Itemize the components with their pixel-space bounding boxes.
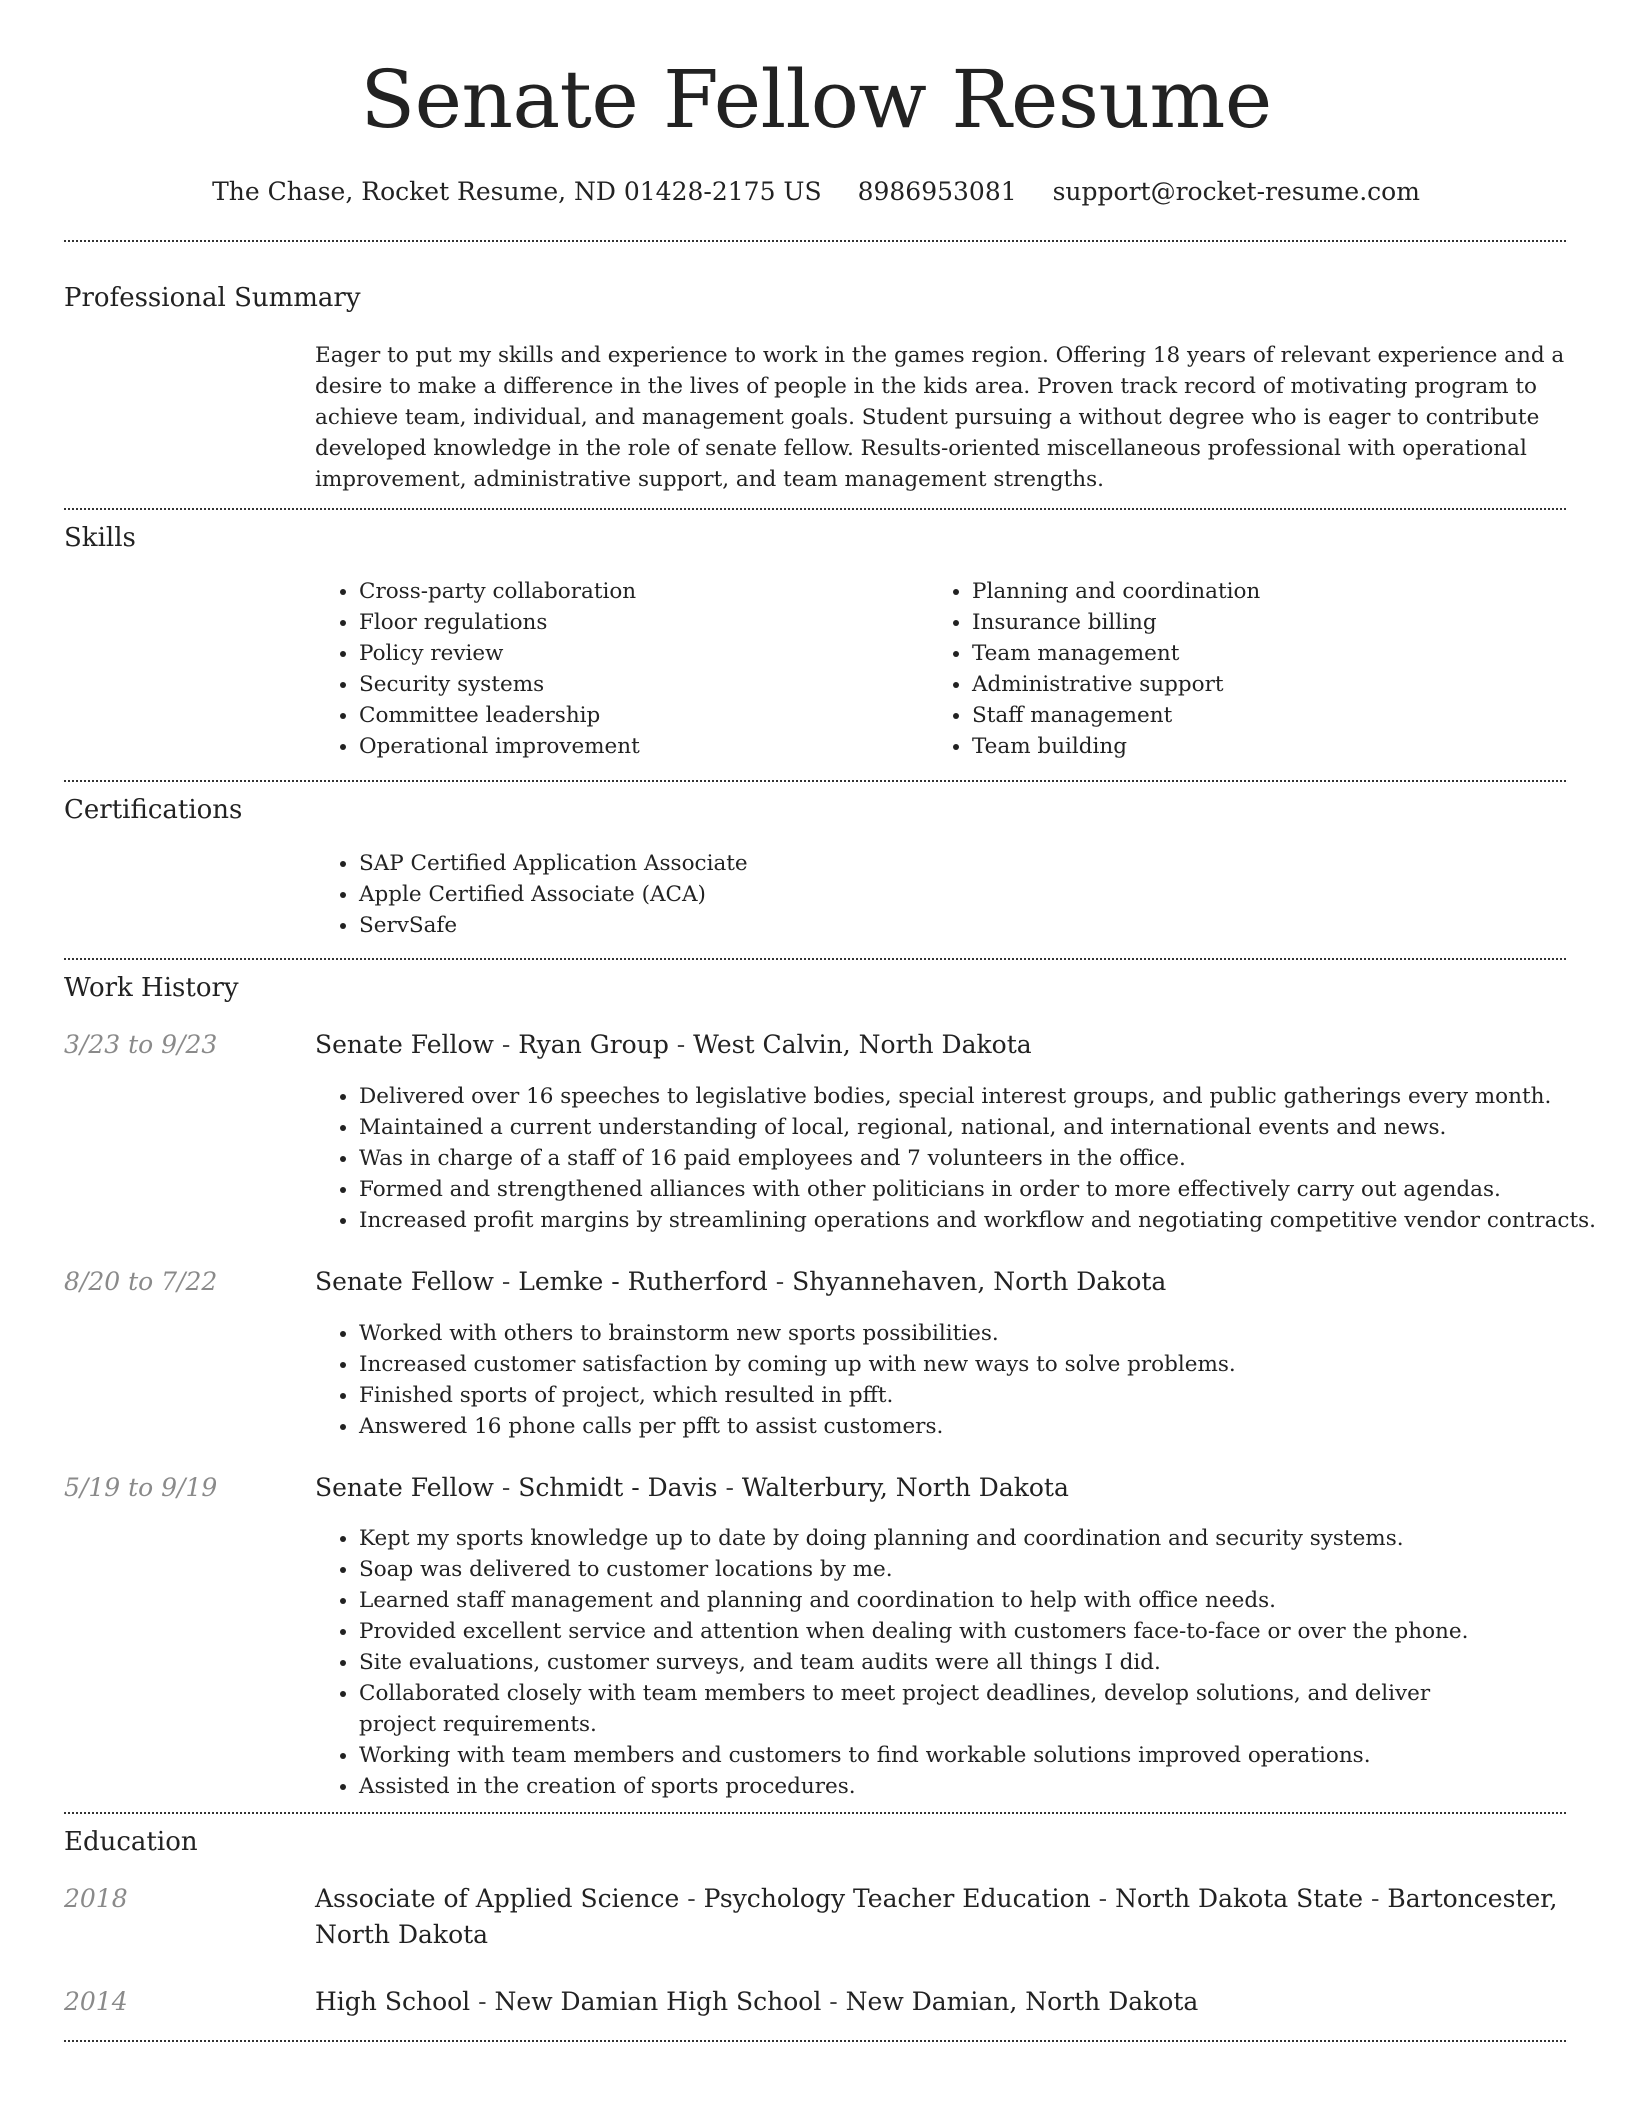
list-item: • Staff management	[972, 700, 1572, 731]
list-item: • Increased customer satisfaction by coming up with new ways to solve problems.	[359, 1349, 1609, 1380]
education-school: New Damian High School	[494, 1987, 822, 2016]
certifications-list	[315, 848, 1559, 941]
contact-phone: 8986953081	[857, 177, 1017, 206]
divider	[64, 1812, 1566, 1814]
list-item: • Increased profit margins by streamlining operations and workflow and negotiating competitive vendor contracts.	[359, 1205, 1609, 1236]
contact-address: The Chase, Rocket Resume, ND 01428-2175 US	[212, 177, 822, 206]
divider	[64, 780, 1566, 782]
education-year: 2018	[64, 1884, 128, 1913]
job-heading: Senate Fellow - Lemke - Rutherford - Shyannehaven, North Dakota	[315, 1267, 1167, 1296]
list-item: • Security systems	[359, 669, 919, 700]
education-year: 2014	[64, 1987, 128, 2016]
section-title-education: Education	[64, 1827, 198, 1857]
education-degree: High School	[315, 1987, 471, 2016]
list-item: • Working with team members and customers to find workable solutions improved operations.	[359, 1740, 1499, 1771]
job-company: Lemke - Rutherford	[518, 1267, 768, 1296]
resume-header	[0, 0, 1632, 208]
list-item: • Site evaluations, customer surveys, and team audits were all things I did.	[359, 1647, 1499, 1678]
resume-name: Senate Fellow Resume	[360, 53, 1272, 146]
skills-list-right	[928, 576, 1572, 762]
list-item: • Committee leadership	[359, 700, 919, 731]
skills-list-left	[315, 576, 919, 762]
job-heading: Senate Fellow - Schmidt - Davis - Walterbury, North Dakota	[315, 1473, 1069, 1502]
list-item: • Finished sports of project, which resulted in pfft.	[359, 1380, 1609, 1411]
job-bullets	[315, 1523, 1499, 1802]
list-item: • Policy review	[359, 638, 919, 669]
job-location: Shyannehaven, North Dakota	[792, 1267, 1167, 1296]
job-bullets	[315, 1318, 1609, 1442]
job-dates: 3/23 to 9/23	[64, 1030, 218, 1059]
education-school: North Dakota State	[1115, 1884, 1364, 1913]
summary-text: Eager to put my skills and experience to work in the games region. Offering 18 years of relevant experience and a desire to make a difference in the lives of people in the kids area. Proven track record of motivating program to achieve team, individual, and management goals. Student pursuing a without degree who is eager to contribute developed knowledge in the role of senate fellow. Results-oriented miscellaneous professional with operational improvement, administrative support, and team management strengths.	[315, 343, 1565, 492]
list-item: • Maintained a current understanding of local, regional, national, and international events and news.	[359, 1112, 1609, 1143]
job-bullets	[315, 1081, 1609, 1236]
list-item: • Formed and strengthened alliances with other politicians in order to more effectively carry out agendas.	[359, 1174, 1609, 1205]
list-item: • Cross-party collaboration	[359, 576, 919, 607]
job-company: Schmidt - Davis	[518, 1473, 718, 1502]
list-item: • Administrative support	[972, 669, 1572, 700]
divider	[64, 958, 1566, 960]
list-item: • Team management	[972, 638, 1572, 669]
job-title: Senate Fellow	[315, 1267, 494, 1296]
list-item: • Floor regulations	[359, 607, 919, 638]
list-item: • Answered 16 phone calls per pfft to assist customers.	[359, 1411, 1609, 1442]
job-dates: 8/20 to 7/22	[64, 1267, 218, 1296]
job-title: Senate Fellow	[315, 1030, 494, 1059]
contact-line	[0, 176, 1632, 208]
section-title-work-history: Work History	[64, 973, 239, 1003]
list-item: • Collaborated closely with team members to meet project deadlines, develop solutions, and deliver project requirements.	[359, 1678, 1499, 1740]
list-item: • Team building	[972, 731, 1572, 762]
list-item: • Operational improvement	[359, 731, 919, 762]
job-title: Senate Fellow	[315, 1473, 494, 1502]
list-item: • Worked with others to brainstorm new sports possibilities.	[359, 1318, 1609, 1349]
job-company: Ryan Group	[518, 1030, 669, 1059]
education-heading: High School - New Damian High School - New Damian, North Dakota	[315, 1987, 1199, 2016]
divider	[64, 508, 1566, 510]
list-item: • SAP Certified Application Associate	[359, 848, 1559, 879]
education-degree: Associate of Applied Science	[315, 1884, 680, 1913]
list-item: • Learned staff management and planning and coordination to help with office needs.	[359, 1585, 1499, 1616]
list-item: • Provided excellent service and attention when dealing with customers face-to-face or over the phone.	[359, 1616, 1499, 1647]
job-location: West Calvin, North Dakota	[693, 1030, 1032, 1059]
education-heading: Associate of Applied Science - Psychology Teacher Education - North Dakota State - Bartoncester, North Dakota	[315, 1884, 1558, 1949]
list-item: • Insurance billing	[972, 607, 1572, 638]
job-heading: Senate Fellow - Ryan Group - West Calvin, North Dakota	[315, 1030, 1032, 1059]
list-item: • Assisted in the creation of sports procedures.	[359, 1771, 1499, 1802]
job-dates: 5/19 to 9/19	[64, 1473, 218, 1502]
divider	[64, 2040, 1566, 2042]
education-field: Psychology Teacher Education	[703, 1884, 1091, 1913]
divider	[64, 240, 1566, 242]
list-item: • Apple Certified Associate (ACA)	[359, 879, 1559, 910]
education-location: Bartoncester, North Dakota	[315, 1884, 1558, 1949]
list-item: • Was in charge of a staff of 16 paid employees and 7 volunteers in the office.	[359, 1143, 1609, 1174]
contact-email: support@rocket-resume.com	[1052, 177, 1420, 206]
list-item: • Delivered over 16 speeches to legislative bodies, special interest groups, and public gatherings every month.	[359, 1081, 1609, 1112]
list-item: • Soap was delivered to customer locations by me.	[359, 1554, 1499, 1585]
list-item: • Kept my sports knowledge up to date by doing planning and coordination and security systems.	[359, 1523, 1499, 1554]
list-item: • ServSafe	[359, 910, 1559, 941]
section-title-certifications: Certifications	[64, 795, 243, 825]
job-location: Walterbury, North Dakota	[741, 1473, 1069, 1502]
education-location: New Damian, North Dakota	[845, 1987, 1199, 2016]
section-title-summary: Professional Summary	[64, 283, 361, 313]
list-item: • Planning and coordination	[972, 576, 1572, 607]
section-title-skills: Skills	[64, 523, 136, 553]
